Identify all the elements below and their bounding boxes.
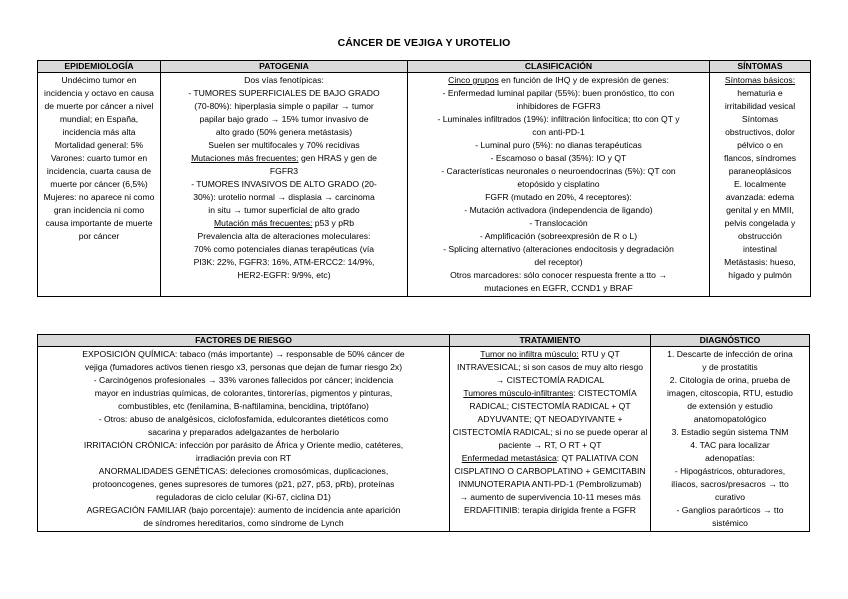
line-text: ERDAFITINIB: terapia dirigida frente a FGFR (464, 505, 636, 515)
line-text: → aumento de supervivencia 10-11 meses más (459, 492, 641, 502)
text-line (40, 387, 447, 400)
line-text: Prevalencia alta de alteraciones moleculares: (197, 231, 371, 241)
text-line: de muerte por cáncer a nivel (44, 101, 154, 111)
text-line: incidencia y octavo en causa (44, 88, 154, 98)
text-line (712, 113, 808, 126)
line-text: FGFR3 (269, 166, 299, 176)
text-line (40, 465, 447, 478)
line-text: anatomopatológico (693, 414, 767, 424)
line-text: irradiación previa con RT (195, 453, 292, 463)
text-line (712, 126, 808, 139)
line-text: etopósido y cisplatino (517, 179, 600, 189)
line-text: obstructivos, dolor (725, 127, 795, 137)
text-line (712, 191, 808, 204)
text-line (452, 439, 648, 452)
text-line (163, 191, 405, 204)
cell-patogenia (161, 73, 408, 297)
line-text: PI3K: 22%, FGFR3: 16%, ATM-ERCC2: 14/9%, (193, 257, 375, 267)
text-line (410, 230, 707, 243)
text-line (410, 87, 707, 100)
text-line (40, 478, 447, 491)
text-line (452, 491, 648, 504)
text-line (712, 152, 808, 165)
text-line (163, 87, 405, 100)
line-text: irritabilidad vesical (724, 101, 796, 111)
text-line (653, 413, 807, 426)
line-text: CISPLATINO O CARBOPLATINO + GEMCITABIN (454, 466, 646, 476)
line-text: AGREGACIÓN FAMILIAR (bajo porcentaje): aumento de incidencia ante aparición (86, 505, 401, 515)
line-text: de síndromes hereditarios, como síndrome de Lynch (143, 518, 344, 528)
line-text: : CISTECTOMÍA (573, 388, 637, 398)
line-text: del receptor) (534, 257, 583, 267)
cell-diagnostico (651, 347, 810, 532)
underlined-label: Mutaciones más frecuentes: (191, 153, 299, 163)
text-line (163, 243, 405, 256)
line-text: Síntomas (741, 114, 779, 124)
line-text: - Enfermedad luminal papilar (55%): buen pronóstico, tto con (442, 88, 675, 98)
underlined-label: Tumor no infiltra músculo: (480, 349, 579, 359)
text-line (653, 504, 807, 517)
text-line (452, 426, 648, 439)
text-line: por cáncer (78, 231, 120, 241)
text-line (653, 400, 807, 413)
line-text: sistémico (712, 518, 748, 528)
text-line (40, 517, 447, 530)
text-line (163, 165, 405, 178)
line-text: mayor en industrias químicas, de colorantes, tintorerías, pigmentos y pinturas, (94, 388, 393, 398)
text-line (40, 413, 447, 426)
text-line (163, 100, 405, 113)
text-line (40, 400, 447, 413)
line-text: hígado y pulmón (728, 270, 792, 280)
header-sintomas: SÍNTOMAS (710, 61, 811, 73)
line-text: flancos, síndromes (723, 153, 797, 163)
text-line (653, 348, 807, 361)
text-line (163, 269, 405, 282)
line-text: papilar bajo grado → 15% tumor invasivo de (199, 114, 369, 124)
line-text: - Características neuronales o neuroendocrinas (5%): QT con (441, 166, 676, 176)
line-text: pélvico o en (737, 140, 783, 150)
header-diagnostico: DIAGNÓSTICO (651, 335, 810, 347)
text-line (40, 361, 447, 374)
text-line (452, 478, 648, 491)
text-line (40, 439, 447, 452)
text-line (653, 478, 807, 491)
text-line (653, 491, 807, 504)
underlined-label: Mutación más frecuentes: (214, 218, 313, 228)
header-patogenia: PATOGENIA (161, 61, 408, 73)
text-line (163, 178, 405, 191)
text-line (452, 348, 648, 361)
line-text: alto grado (50% genera metástasis) (215, 127, 353, 137)
line-text: ANORMALIDADES GENÉTICAS: deleciones cromosómicas, duplicaciones, (98, 466, 389, 476)
line-text: paciente → RT, O RT + QT (498, 440, 602, 450)
line-text: - Amplificación (sobreexpresión de R o L) (479, 231, 638, 241)
line-text: pelvis congelada y (724, 218, 796, 228)
line-text: 4. TAC para localizar (690, 440, 770, 450)
line-text: 70% como potenciales dianas terapéuticas (vía (193, 244, 375, 254)
table-cancer-overview (37, 60, 811, 297)
line-text: INTRAVESICAL; si son casos de muy alto riesgo (456, 362, 644, 372)
line-text: - TUMORES SUPERFICIALES DE BAJO GRADO (188, 88, 380, 98)
text-line (163, 217, 405, 230)
line-text: - TUMORES INVASIVOS DE ALTO GRADO (20- (191, 179, 377, 189)
text-line (410, 178, 707, 191)
line-text: - Hipogástricos, obturadores, (674, 466, 786, 476)
text-line (163, 256, 405, 269)
text-line: incidencia, cuarta causa de (46, 166, 152, 176)
text-line: Varones: cuarto tumor en (50, 153, 148, 163)
text-line (712, 217, 808, 230)
line-text: - Splicing alternativo (alteraciones endocitosis y degradación (443, 244, 674, 254)
text-line (40, 374, 447, 387)
text-line (410, 139, 707, 152)
text-line (410, 100, 707, 113)
text-line: Undécimo tumor en (61, 75, 137, 85)
line-text: genital y en MMII, (726, 205, 794, 215)
text-line (653, 426, 807, 439)
line-text: - Otros: abuso de analgésicos, ciclofosfamida, edulcorantes dietéticos como (98, 414, 389, 424)
header-tratamiento: TRATAMIENTO (450, 335, 651, 347)
line-text: E. localmente (733, 179, 787, 189)
line-text: - Luminales infiltrados (19%): infiltración linfocítica; tto con QT y (437, 114, 680, 124)
line-text: : QT PALIATIVA CON (556, 453, 639, 463)
line-text: Suelen ser multifocales y 70% recidivas (208, 140, 360, 150)
text-line (410, 269, 707, 282)
text-line: causa importante de muerte (45, 218, 153, 228)
text-line (712, 74, 808, 87)
text-line (163, 113, 405, 126)
text-line (163, 74, 405, 87)
text-line (452, 400, 648, 413)
text-line (653, 439, 807, 452)
text-line (712, 243, 808, 256)
table-header-row (38, 61, 811, 73)
line-text: - Ganglios paraórticos → tto (676, 505, 784, 515)
line-text: vejiga (fumadores activos tienen riesgo x3, personas que dejan de fumar riesgo 2x) (84, 362, 403, 372)
line-text: - Mutación activadora (independencia de ligando) (464, 205, 653, 215)
text-line (653, 374, 807, 387)
text-line: muerte por cáncer (6,5%) (50, 179, 148, 189)
underlined-label: Cinco grupos (448, 75, 499, 85)
text-line (452, 361, 648, 374)
line-text: avanzada: edema (725, 192, 795, 202)
text-line (410, 191, 707, 204)
text-line (410, 217, 707, 230)
table-header-row (38, 335, 810, 347)
text-line (712, 269, 808, 282)
underlined-label: Enfermedad metastásica (461, 453, 557, 463)
line-text: con anti-PD-1 (532, 127, 585, 137)
line-text: mutaciones en EGFR, CCND1 y BRAF (484, 283, 633, 293)
line-text: curativo (714, 492, 746, 502)
line-text: de extensión y estudio (687, 401, 773, 411)
table-row (38, 73, 811, 297)
line-text: gen HRAS y gen de (298, 153, 377, 163)
text-line (452, 387, 648, 400)
text-line (410, 204, 707, 217)
text-line (653, 517, 807, 530)
document-title: CÁNCER DE VEJIGA Y UROTELIO (337, 37, 511, 49)
line-text: 1. Descarte de infección de orina (667, 349, 793, 359)
line-text: imagen, citoscopia, RTU, estudio (667, 388, 793, 398)
line-text: RTU y QT (578, 349, 620, 359)
line-text: intestinal (743, 244, 777, 254)
line-text: paraneoplásicos (728, 166, 792, 176)
line-text: FGFR (mutado en 20%, 4 receptores): (485, 192, 632, 202)
text-line (163, 152, 405, 165)
underlined-label: Tumores músculo-infiltrantes (463, 388, 574, 398)
line-text: HER2-EGFR: 9/9%, etc) (237, 270, 331, 280)
line-text: RADICAL; CISTECTOMÍA RADICAL + QT (469, 401, 631, 411)
text-line (712, 256, 808, 269)
text-line (163, 230, 405, 243)
line-text: → CISTECTOMÍA RADICAL (495, 375, 605, 385)
text-line (653, 465, 807, 478)
line-text: obstrucción (738, 231, 782, 241)
line-text: CISTECTOMÍA RADICAL; si no se puede operar al (452, 427, 648, 437)
line-text: EXPOSICIÓN QUÍMICA: tabaco (más importante) → responsable de 50% cáncer de (82, 349, 405, 359)
line-text: in situ → tumor superficial de alto grado (208, 205, 360, 215)
text-line (712, 87, 808, 100)
text-line (712, 139, 808, 152)
text-line (452, 413, 648, 426)
text-line (40, 426, 447, 439)
table-risk-treatment-diagnosis (37, 334, 810, 532)
text-line (712, 165, 808, 178)
text-line (410, 113, 707, 126)
cell-clasificacion (408, 73, 710, 297)
text-line: mundial; en España, (59, 114, 139, 124)
text-line (653, 387, 807, 400)
text-line (452, 504, 648, 517)
text-line (452, 465, 648, 478)
line-text: hematuria e (737, 88, 783, 98)
line-text: y de prostatitis (702, 362, 758, 372)
header-epidemiologia: EPIDEMIOLOGÍA (38, 61, 161, 73)
line-text: - Escamoso o basal (35%): IO y QT (490, 153, 627, 163)
text-line (40, 452, 447, 465)
text-line (40, 491, 447, 504)
text-line (410, 243, 707, 256)
text-line: incidencia más alta (62, 127, 136, 137)
text-line (712, 204, 808, 217)
text-line (452, 452, 648, 465)
cell-tratamiento (450, 347, 651, 532)
header-factores-riesgo: FACTORES DE RIESGO (38, 335, 450, 347)
text-line (410, 165, 707, 178)
line-text: p53 y pRb (312, 218, 354, 228)
text-line (163, 126, 405, 139)
line-text: 30%): urotelio normal → displasia → carcinoma (193, 192, 375, 202)
line-text: combustibles, etc (fenilamina, B-naftilamina, bencidina, triptófano) (118, 401, 369, 411)
line-text: adenopatías: (705, 453, 755, 463)
line-text: (70-80%): hiperplasia simple o papilar → tumor (194, 101, 374, 111)
header-clasificacion: CLASIFICACIÓN (408, 61, 710, 73)
text-line (40, 504, 447, 517)
line-text: ilíacos, sacros/presacros → tto (671, 479, 789, 489)
line-text: reguladoras de ciclo celular (Ki-67, ciclina D1) (156, 492, 331, 502)
line-text: Metástasis: hueso, (724, 257, 796, 267)
text-line (712, 230, 808, 243)
text-line (653, 361, 807, 374)
text-line (163, 139, 405, 152)
line-text: Dos vías fenotípicas: (244, 75, 324, 85)
line-text: INMUNOTERAPIA ANTI-PD-1 (Pembrolizumab) (458, 479, 642, 489)
line-text: en función de IHQ y de expresión de genes: (498, 75, 669, 85)
text-line (712, 100, 808, 113)
line-text: inhibidores de FGFR3 (516, 101, 601, 111)
line-text: sacarina y preparados adelgazantes de herbolario (147, 427, 340, 437)
cell-epidemiologia (38, 73, 161, 297)
line-text: Otros marcadores: sólo conocer respuesta frente a tto → (450, 270, 667, 280)
text-line (653, 452, 807, 465)
text-line: Mortalidad general: 5% (54, 140, 144, 150)
text-line (410, 126, 707, 139)
text-line: Mujeres: no aparece ni como (43, 192, 155, 202)
line-text: ADYUVANTE; QT NEOADYIVANTE + (477, 414, 623, 424)
text-line: gran incidencia ni como (53, 205, 145, 215)
line-text: - Carcinógenos profesionales → 33% varones fallecidos por cáncer; incidencia (93, 375, 394, 385)
text-line (410, 282, 707, 295)
text-line (452, 374, 648, 387)
line-text: protooncogenes, genes supresores de tumores (p21, p27, p53, pRb), proteínas (92, 479, 395, 489)
text-line (163, 204, 405, 217)
text-line (410, 256, 707, 269)
underlined-label: Síntomas básicos: (724, 75, 796, 85)
line-text: - Luminal puro (5%): no dianas terapéuticas (475, 140, 642, 150)
text-line (40, 348, 447, 361)
cell-sintomas (710, 73, 811, 297)
text-line (410, 74, 707, 87)
line-text: 2. Citología de orina, prueba de (669, 375, 791, 385)
text-line (712, 178, 808, 191)
cell-factores-riesgo (38, 347, 450, 532)
line-text: IRRITACIÓN CRÓNICA: infección por parásito de África y Oriente medio, catéteres, (83, 440, 404, 450)
text-line (410, 152, 707, 165)
table-row (38, 347, 810, 532)
line-text: 3. Estadio según sistema TNM (671, 427, 789, 437)
line-text: - Translocación (529, 218, 588, 228)
